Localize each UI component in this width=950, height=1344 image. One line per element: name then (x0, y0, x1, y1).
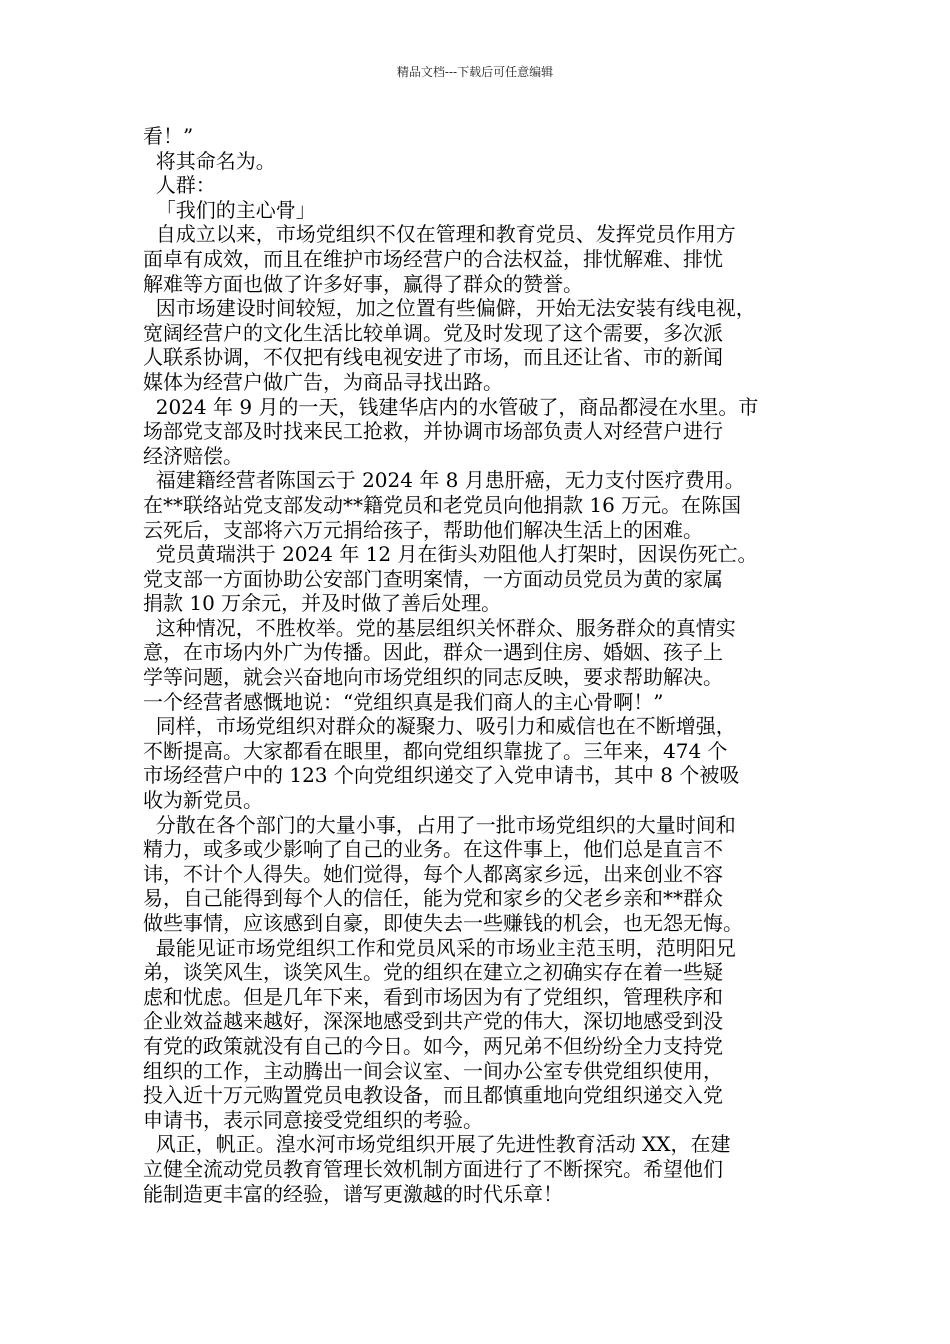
text-line: 「我们的主心骨」 (143, 197, 316, 222)
text-line: 人联系协调，不仅把有线电视安进了市场，而且还让省、市的新闻 (143, 345, 723, 370)
text-line: 学等问题，就会兴奋地向市场党组织的同志反映，要求帮助解决。 (143, 665, 723, 690)
text-line: 将其命名为。 (143, 148, 276, 173)
text-line: 宽阔经营户的文化生活比较单调。党及时发现了这个需要，多次派 (143, 320, 723, 345)
text-line: 能制造更丰富的经验，谱写更激越的时代乐章！ (143, 1181, 563, 1206)
text-line: 这种情况，不胜枚举。党的基层组织关怀群众、服务群众的真情实 (143, 615, 736, 640)
text-line: 收为新党员。 (143, 788, 263, 813)
text-line: 面卓有成效，而且在维护市场经营户的合法权益，排忧解难、排忧 (143, 246, 723, 271)
text-line: 人群： (143, 173, 216, 198)
text-line: 媒体为经营户做广告，为商品寻找出路。 (143, 369, 503, 394)
text-line: 最能见证市场党组织工作和党员风采的市场业主范玉明，范明阳兄 (143, 935, 736, 960)
text-line: 风正，帆正。湟水河市场党组织开展了先进性教育活动 XX，在建 (143, 1132, 731, 1157)
text-line: 立健全流动党员教育管理长效机制方面进行了不断探究。希望他们 (143, 1156, 723, 1181)
text-line: 一个经营者感慨地说：“党组织真是我们商人的主心骨啊！” (143, 689, 664, 714)
text-line: 经济赔偿。 (143, 443, 243, 468)
page-header: 精品文档---下载后可任意编辑 (396, 65, 554, 79)
text-line: 有党的政策就没有自己的今日。如今，两兄弟不但纷纷全力支持党 (143, 1033, 723, 1058)
text-line: 同样，市场党组织对群众的凝聚力、吸引力和威信也在不断增强， (143, 714, 736, 739)
document-body (143, 124, 811, 1206)
text-line: 党员黄瑞洪于 2024 年 12 月在街头劝阻他人打架时，因误伤死亡。 (143, 542, 758, 567)
text-line: 做些事情，应该感到自豪，即使失去一些赚钱的机会，也无怨无悔。 (143, 911, 743, 935)
text-line: 讳，不计个人得失。她们觉得，每个人都离家乡远，出来创业不容 (143, 861, 723, 886)
text-line: 弟，谈笑风生，谈笑风生。党的组织在建立之初确实存在着一些疑 (143, 960, 723, 985)
text-line: 组织的工作，主动腾出一间会议室、一间办公室专供党组织使用， (143, 1058, 723, 1083)
text-line: 在**联络站党支部发动**籍党员和老党员向他捐款 16 万元。在陈国 (143, 492, 742, 517)
text-line: 投入近十万元购置党员电教设备，而且都慎重地向党组织递交入党 (143, 1083, 723, 1108)
text-line: 精力，或多或少影响了自己的业务。在这件事上，他们总是直言不 (143, 837, 723, 862)
text-line: 云死后，支部将六万元捐给孩子，帮助他们解决生活上的困难。 (143, 517, 703, 542)
text-line: 意，在市场内外广为传播。因此，群众一遇到住房、婚姻、孩子上 (143, 640, 723, 665)
text-line: 自成立以来，市场党组织不仅在管理和教育党员、发挥党员作用方 (143, 222, 736, 247)
text-line: 市场经营户中的 123 个向党组织递交了入党申请书，其中 8 个被吸 (143, 763, 740, 788)
text-line: 易，自己能得到每个人的信任，能为党和家乡的父老乡亲和**群众 (143, 886, 723, 911)
text-line: 福建籍经营者陈国云于 2024 年 8 月患肝癌，无力支付医疗费用。 (143, 468, 745, 493)
text-line: 捐款 10 万余元，并及时做了善后处理。 (143, 591, 502, 616)
text-line: 因市场建设时间较短，加之位置有些偏僻，开始无法安装有线电视， (143, 296, 756, 321)
text-line: 申请书，表示同意接受党组织的考验。 (143, 1107, 483, 1132)
text-line: 2024 年 9 月的一天，钱建华店内的水管破了，商品都浸在水里。市 (143, 394, 759, 419)
text-line: 不断提高。大家都看在眼里，都向党组织靠拢了。三年来，474 个 (143, 738, 728, 763)
text-line: 党支部一方面协助公安部门查明案情，一方面动员党员为黄的家属 (143, 566, 723, 591)
text-line: 解难等方面也做了许多好事，赢得了群众的赞誉。 (143, 271, 583, 296)
text-line: 看！” (143, 124, 194, 148)
text-line: 企业效益越来越好，深深地感受到共产党的伟大，深切地感受到没 (143, 1009, 723, 1034)
text-line: 分散在各个部门的大量小事，占用了一批市场党组织的大量时间和 (143, 812, 736, 837)
text-line: 虑和忧虑。但是几年下来，看到市场因为有了党组织，管理秩序和 (143, 984, 723, 1009)
text-line: 场部党支部及时找来民工抢救，并协调市场部负责人对经营户进行 (143, 419, 723, 444)
